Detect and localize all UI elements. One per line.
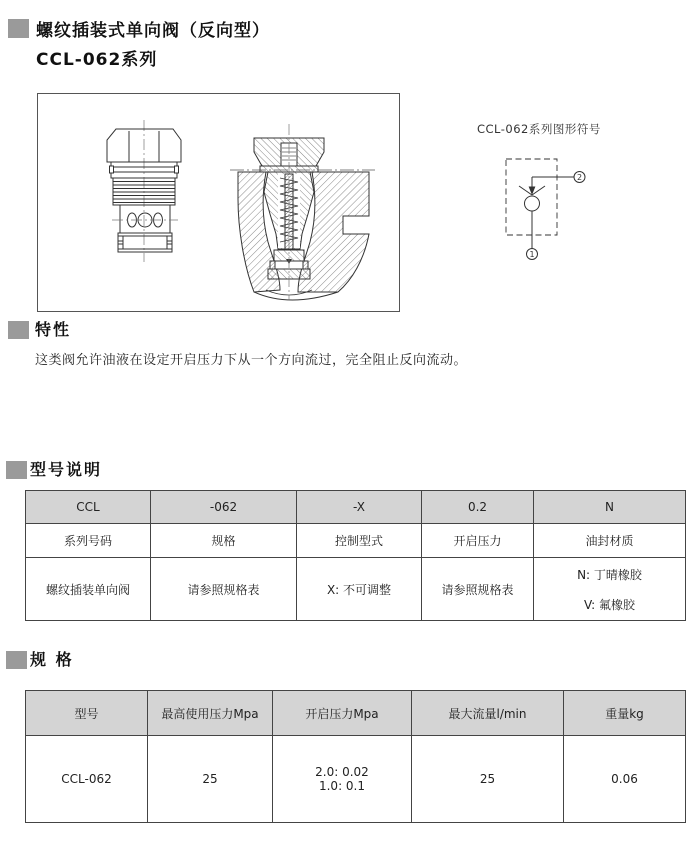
spec-table <box>25 690 686 823</box>
table-row <box>26 736 686 823</box>
seal-option-n: N: 丁晴橡胶 <box>577 567 642 582</box>
field-name-series: 系列号码 <box>26 524 151 558</box>
field-desc-seal <box>534 558 686 621</box>
technical-drawing-box <box>37 93 400 312</box>
model-code-table <box>25 490 686 621</box>
model-code-control: -X <box>297 491 422 524</box>
page-title: 螺纹插装式单向阀（反向型） <box>36 21 270 41</box>
page-series-title: CCL-062系列 <box>36 50 158 70</box>
spec-header-model: 型号 <box>26 691 148 736</box>
spec-header-opening-pressure: 开启压力Mpa <box>273 691 412 736</box>
opening-pressure-line-1: 2.0: 0.02 <box>315 765 369 779</box>
model-section-bullet-icon <box>6 461 27 479</box>
features-description: 这类阀允许油液在设定开启压力下从一个方向流过，完全阻止反向流动。 <box>35 353 468 368</box>
field-name-seal: 油封材质 <box>534 524 686 558</box>
title-bullet-icon <box>8 19 29 38</box>
field-desc-pressure: 请参照规格表 <box>422 558 534 621</box>
spec-header-weight: 重量kg <box>564 691 686 736</box>
valve-external-view <box>107 120 181 262</box>
seal-option-v: V: 氟橡胶 <box>583 597 636 612</box>
spec-header-max-flow: 最大流量l/min <box>412 691 564 736</box>
field-name-pressure: 开启压力 <box>422 524 534 558</box>
table-row <box>26 558 686 621</box>
model-code-size: -062 <box>151 491 297 524</box>
spec-value-weight: 0.06 <box>564 736 686 823</box>
port-1-number: 1 <box>529 249 535 259</box>
model-code-pressure: 0.2 <box>422 491 534 524</box>
field-desc-control: X: 不可调整 <box>297 558 422 621</box>
table-row <box>26 524 686 558</box>
spec-value-max-flow: 25 <box>412 736 564 823</box>
spec-header-max-pressure: 最高使用压力Mpa <box>148 691 273 736</box>
port-2-number: 2 <box>576 172 583 182</box>
features-heading: 特性 <box>35 320 72 339</box>
table-row <box>26 691 686 736</box>
table-row <box>26 491 686 524</box>
symbol-caption: CCL-062系列图形符号 <box>477 122 601 136</box>
model-section-heading: 型号说明 <box>30 460 103 479</box>
opening-pressure-line-2: 1.0: 0.1 <box>318 779 366 793</box>
spec-value-max-pressure: 25 <box>148 736 273 823</box>
check-valve-symbol <box>460 115 640 275</box>
model-code-ccl: CCL <box>26 491 151 524</box>
valve-technical-drawing <box>38 94 399 311</box>
valve-section-view <box>230 124 375 300</box>
field-name-control: 控制型式 <box>297 524 422 558</box>
features-bullet-icon <box>8 321 29 339</box>
spec-value-model: CCL-062 <box>26 736 148 823</box>
field-desc-size: 请参照规格表 <box>151 558 297 621</box>
spec-value-opening-pressure <box>273 736 412 823</box>
spec-section-bullet-icon <box>6 651 27 669</box>
field-desc-series: 螺纹插装单向阀 <box>26 558 151 621</box>
spec-section-heading: 规 格 <box>30 650 74 669</box>
model-code-seal: N <box>534 491 686 524</box>
field-name-size: 规格 <box>151 524 297 558</box>
